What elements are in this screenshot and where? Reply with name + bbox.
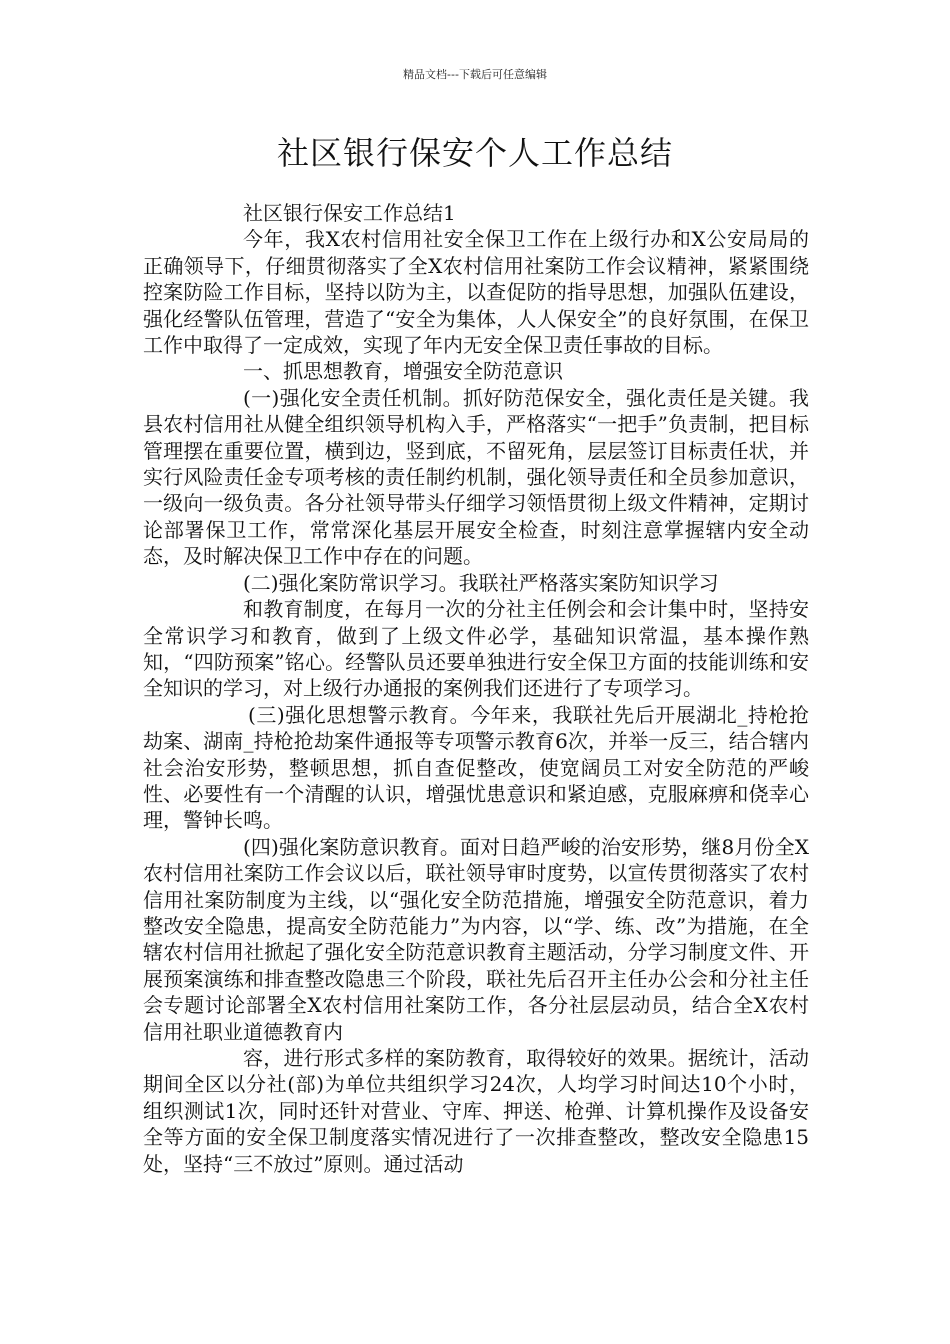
section-heading: 社区银行保安工作总结1: [243, 201, 456, 225]
header-note: 精品文档---下载后可任意编辑: [403, 68, 547, 81]
paragraph: (二)强化案防常识学习。我联社严格落实案防知识学习: [243, 570, 719, 595]
paragraph: (一)强化安全责任机制。抓好防范保安全，强化责任是关键。我县农村信用社从健全组织领导机构入手，严格落实“一把手”负责制，把目标管理摆在重要位置，横到边，竖到底，不留死角，层层签订目标责任状，并实行风险责任金专项考核的责任制约机制，强化领导责任和全员参加意识，一级向一级负责。各分社领导带头仔细学习领悟贯彻上级文件精神，定期讨论部署保卫工作，常常深化基层开展安全检查，时刻注意掌握辖内安全动态，及时解决保卫工作中存在的问题。: [143, 385, 809, 569]
section-heading: 一、抓思想教育，增强安全防范意识: [243, 359, 563, 384]
paragraph: (三)强化思想警示教育。今年来，我联社先后开展湖北_持枪抢劫案、湖南_持枪抢劫案件通报等专项警示教育6次，并举一反三，结合辖内社会治安形势，整顿思想，抓自查促整改，使宽阔员工对安全防范的严峻性、必要性有一个清醒的认识，增强忧患意识和紧迫感，克服麻痹和侥幸心理，警钟长鸣。: [143, 702, 809, 833]
document-title: 社区银行保安个人工作总结: [276, 134, 673, 172]
paragraph: 今年，我X农村信用社安全保卫工作在上级行办和X公安局局的正确领导下，仔细贯彻落实了全X农村信用社案防工作会议精神，紧紧围绕控案防险工作目标，坚持以防为主，以查促防的指导思想，加强队伍建设，强化经警队伍管理，营造了“安全为集体，人人保安全”的良好氛围，在保卫工作中取得了一定成效，实现了年内无安全保卫责任事故的目标。: [143, 227, 809, 358]
paragraph: 容，进行形式多样的案防教育，取得较好的效果。据统计，活动期间全区以分社(部)为单位共组织学习24次，人均学习时间达10个小时，组织测试1次，同时还针对营业、守库、押送、枪弹、计算机操作及设备安全等方面的安全保卫制度落实情况进行了一次排查整改，整改安全隐患15处，坚持“三不放过”原则。通过活动: [143, 1046, 809, 1176]
paragraph: (四)强化案防意识教育。面对日趋严峻的治安形势，继8月份全X农村信用社案防工作会议以后，联社领导审时度势，以宣传贯彻落实了农村信用社案防制度为主线，以“强化安全防范措施，增强安全防范意识，着力整改安全隐患，提高安全防范能力”为内容，以“学、练、改”为措施，在全辖农村信用社掀起了强化安全防范意识教育主题活动，分学习制度文件、开展预案演练和排查整改隐患三个阶段，联社先后召开主任办公会和分社主任会专题讨论部署全X农村信用社案防工作，各分社层层动员，结合全X农村信用社职业道德教育内: [143, 834, 809, 1044]
paragraph: 和教育制度，在每月一次的分社主任例会和会计集中时，坚持安全常识学习和教育，做到了上级文件必学，基础知识常温，基本操作熟知，“四防预案”铭心。经警队员还要单独进行安全保卫方面的技能训练和安全知识的学习，对上级行办通报的案例我们还进行了专项学习。: [143, 597, 809, 701]
document-body: [143, 200, 809, 1177]
